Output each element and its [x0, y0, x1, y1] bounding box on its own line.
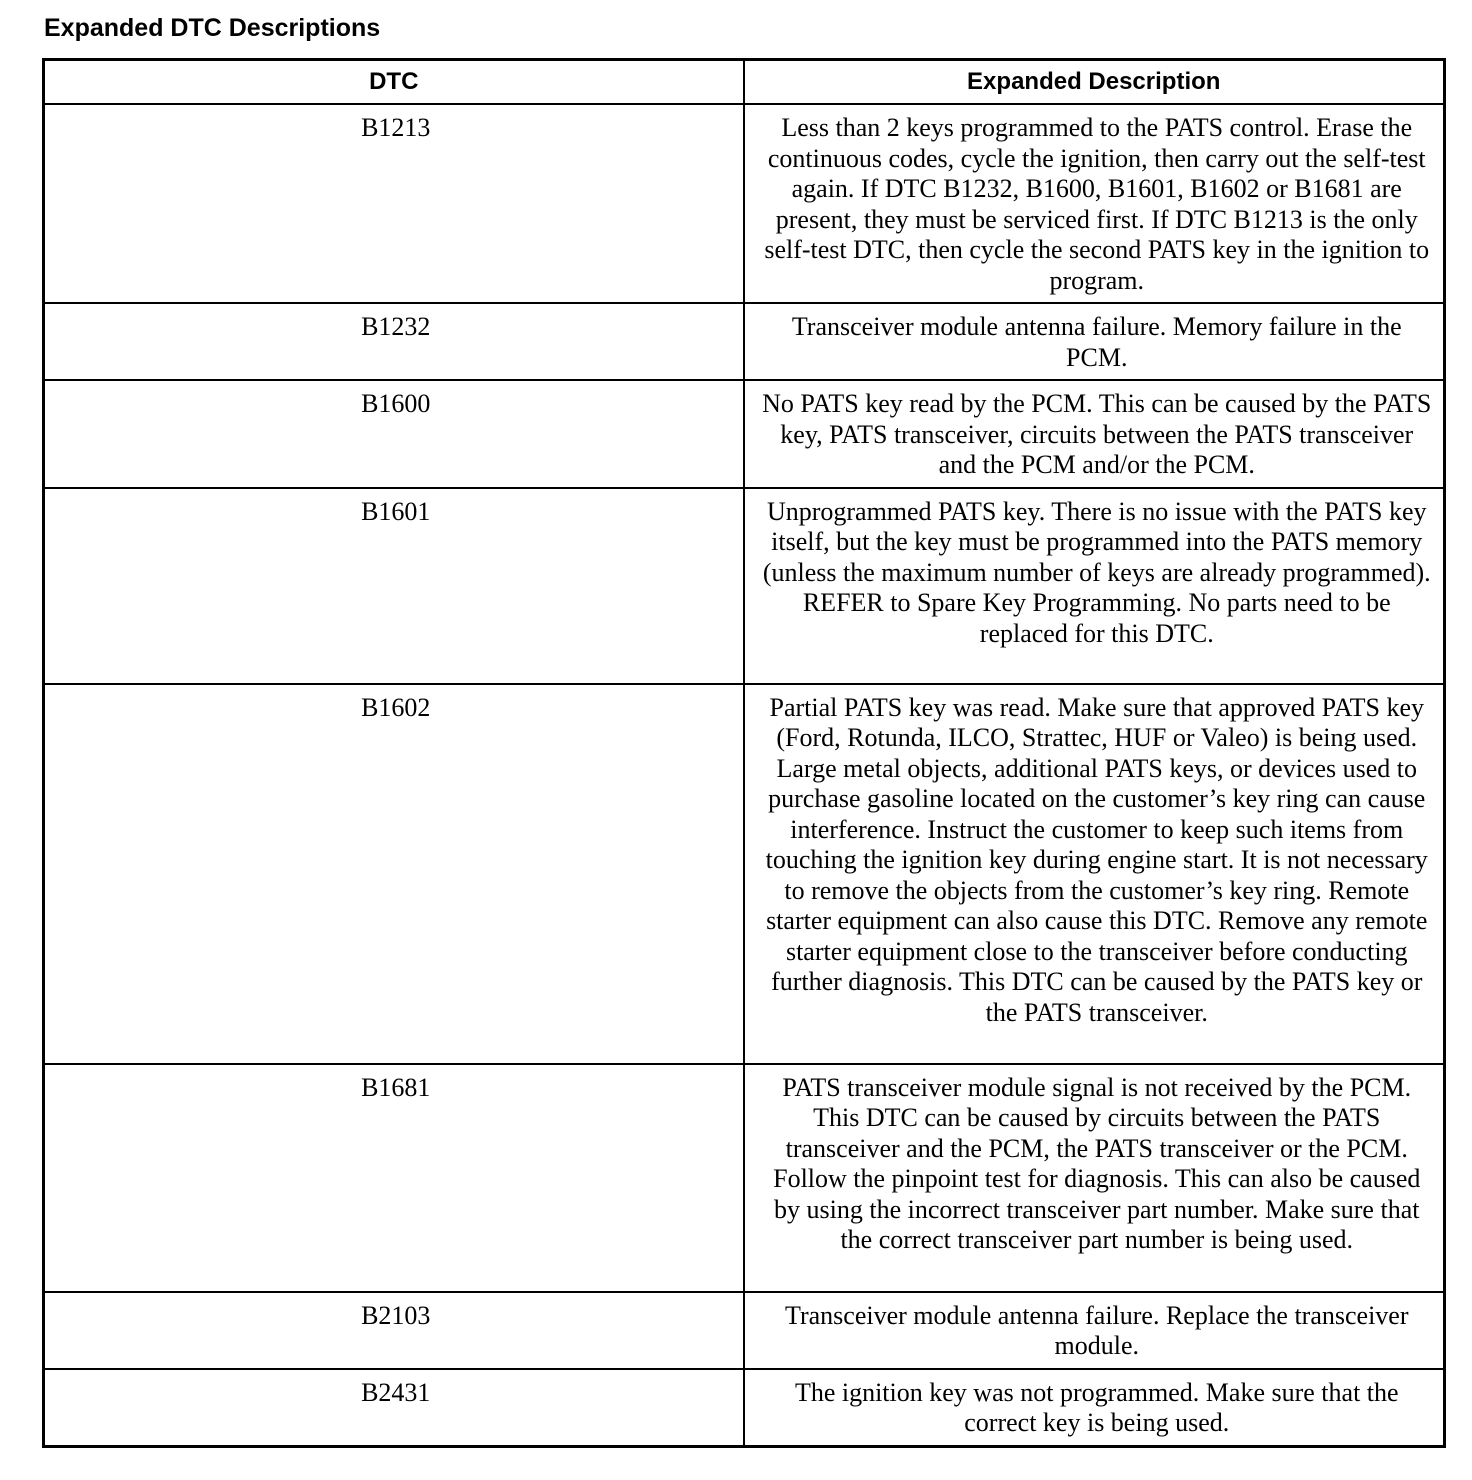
description-cell: Partial PATS key was read. Make sure that approved PATS key (Ford, Rotunda, ILCO, Strattec, HUF or Valeo) is being used. Large metal objects, additional PATS keys, or devices used to purchase gasoline located on the customer’s key ring can cause interference. Instruct the customer to keep such items from touching the ignition key during engine start. It is not necessary to remove the objects from the customer’s key ring. Remote starter equipment can also cause this DTC. Remove any remote starter equipment close to the transceiver before conducting further diagnosis. This DTC can be caused by the PATS key or the PATS transceiver. [744, 684, 1445, 1064]
description-cell: No PATS key read by the PCM. This can be caused by the PATS key, PATS transceiver, circuits between the PATS transceiver and the PCM and/or the PCM. [744, 380, 1445, 488]
table-row [44, 684, 1445, 1064]
description-cell: Less than 2 keys programmed to the PATS control. Erase the continuous codes, cycle the ignition, then carry out the self-test again. If DTC B1232, B1600, B1601, B1602 or B1681 are present, they must be serviced first. If DTC B1213 is the only self-test DTC, then cycle the second PATS key in the ignition to program. [744, 104, 1445, 303]
dtc-code-cell: B1601 [44, 488, 744, 684]
table-row [44, 1064, 1445, 1292]
description-column-header: Expanded Description [744, 60, 1445, 105]
table-header-row [44, 60, 1445, 105]
table-row [44, 1292, 1445, 1369]
table-row [44, 488, 1445, 684]
dtc-code-cell: B1602 [44, 684, 744, 1064]
description-cell: Transceiver module antenna failure. Replace the transceiver module. [744, 1292, 1445, 1369]
description-cell: Transceiver module antenna failure. Memory failure in the PCM. [744, 303, 1445, 380]
dtc-table [42, 58, 1446, 1448]
table-row [44, 104, 1445, 303]
dtc-code-cell: B2103 [44, 1292, 744, 1369]
table-row [44, 380, 1445, 488]
table-row [44, 1369, 1445, 1447]
description-cell: The ignition key was not programmed. Make sure that the correct key is being used. [744, 1369, 1445, 1447]
description-cell: PATS transceiver module signal is not received by the PCM. This DTC can be caused by circuits between the PATS transceiver and the PCM, the PATS transceiver or the PCM. Follow the pinpoint test for diagnosis. This can also be caused by using the incorrect transceiver part number. Make sure that the correct transceiver part number is being used. [744, 1064, 1445, 1292]
dtc-code-cell: B2431 [44, 1369, 744, 1447]
dtc-code-cell: B1681 [44, 1064, 744, 1292]
dtc-code-cell: B1600 [44, 380, 744, 488]
dtc-column-header: DTC [44, 60, 744, 105]
dtc-code-cell: B1232 [44, 303, 744, 380]
table-row [44, 303, 1445, 380]
description-cell: Unprogrammed PATS key. There is no issue with the PATS key itself, but the key must be programmed into the PATS memory (unless the maximum number of keys are already programmed). REFER to Spare Key Programming. No parts need to be replaced for this DTC. [744, 488, 1445, 684]
dtc-code-cell: B1213 [44, 104, 744, 303]
page-title: Expanded DTC Descriptions [44, 14, 381, 42]
